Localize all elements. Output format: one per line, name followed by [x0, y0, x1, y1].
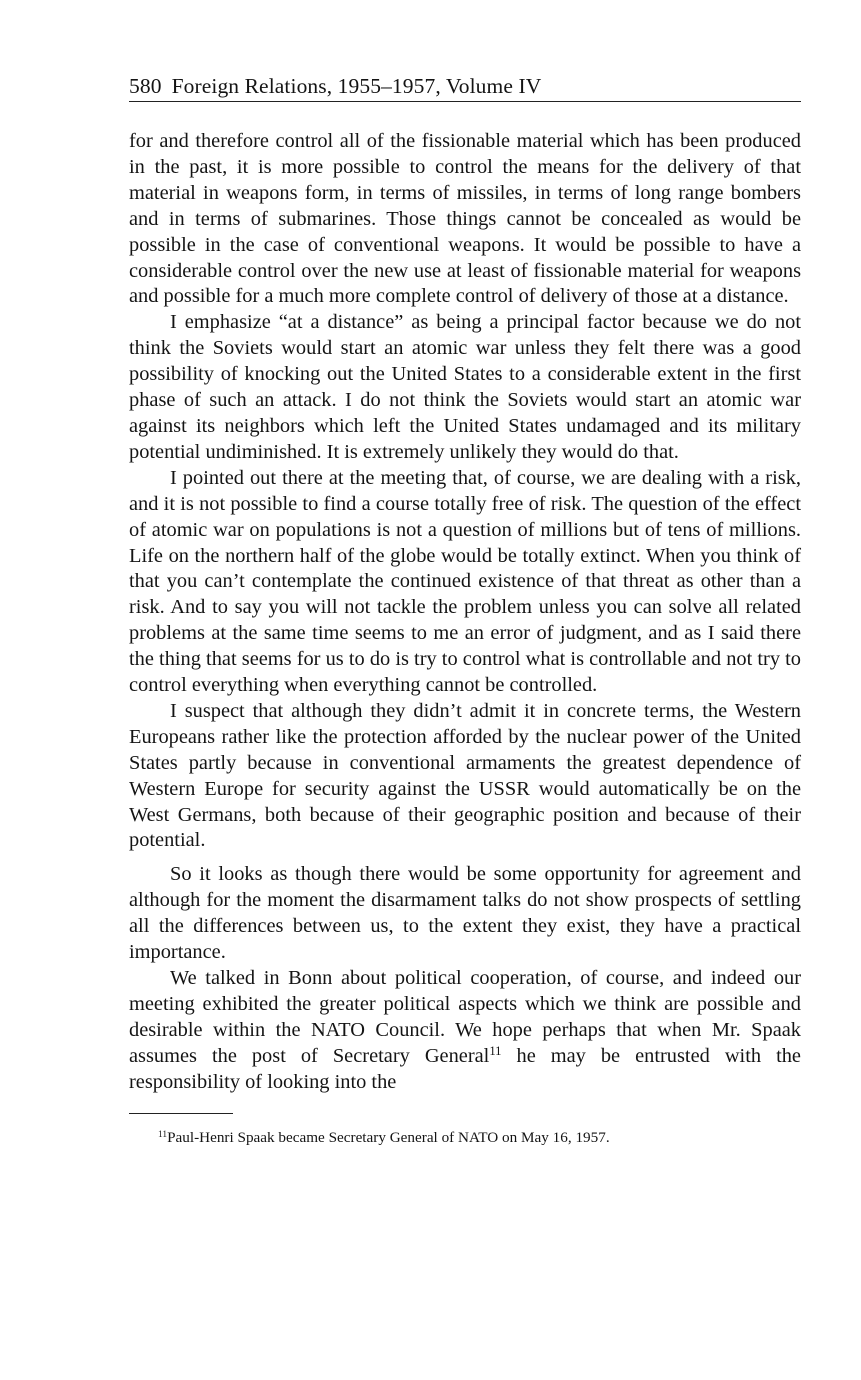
- paragraph-3: I pointed out there at the meeting that, of course, we are dealing with a risk, and it is not possible to find a course totally free of risk. The question of the effect of atomic war on populations is not a question of millions but of tens of millions. Life on the northern half of the globe would be totally extinct. When you think of that you can’t contemplate the continued existence of that threat as other than a risk. And to say you will not tackle the problem unless you can solve all related problems at the same time seems to me an error of judgment, and as I said there the thing that seems for us to do is try to control what is controllable and not try to control everything when everything cannot be controlled.: [129, 466, 801, 697]
- paragraph-2: I emphasize “at a distance” as being a principal factor because we do not think the Soviets would start an atomic war unless they felt there was a good possibility of knocking out the United States to a considerable extent in the first phase of such an attack. I do not think the Soviets would start an atomic war against its neighbors which left the United States undamaged and its military potential undiminished. It is extremely unlikely they would do that.: [129, 311, 801, 463]
- footnote-reference: 11: [489, 1043, 502, 1058]
- paragraph-6-text-a: We talked in Bonn about political cooperation, of course, and indeed our meeting exhibited the greater political aspects which we think are possible and desirable within the NATO Council. We hope perhaps that when Mr. Spaak assumes the post of Secretary General: [129, 967, 801, 1067]
- header-title: Foreign Relations, 1955–1957, Volume IV: [171, 74, 542, 98]
- body-text: [129, 129, 801, 1096]
- paragraph-6: [129, 966, 801, 1096]
- footnote-marker: 11: [158, 1129, 168, 1140]
- footnote-text: Paul-Henri Spaak became Secretary General of NATO on May 16, 1957.: [167, 1128, 610, 1146]
- paragraph-5: So it looks as though there would be some opportunity for agreement and although for the moment the disarmament talks do not show prospects of settling all the differences between us, to the extent they exist, they have a practical importance.: [129, 863, 801, 964]
- running-header: [129, 70, 801, 102]
- document-page: [129, 70, 801, 1148]
- page-number: 580: [129, 74, 162, 98]
- paragraph-4: I suspect that although they didn’t admit it in concrete terms, the Western Europeans rather like the protection afforded by the nuclear power of the United States partly because in conventional armaments the greatest dependence of Western Europe for security against the USSR would automatically be on the West Germans, both because of their geographic position and because of their potential.: [129, 699, 801, 852]
- paragraph-6-text-b: he may be entrusted with the responsibility of looking into the: [129, 1044, 801, 1093]
- footnote-divider: [129, 1113, 233, 1114]
- paragraph-1: for and therefore control all of the fissionable material which has been produced in the past, it is more possible to control the means for the delivery of that material in weapons form, in terms of missiles, in terms of long range bombers and in terms of submarines. Those things cannot be concealed as would be possible in the case of conventional weapons. It would be possible to have a considerable control over the new use at least of fissionable material for weapons and possible for a much more complete control of delivery of those at a distance.: [129, 130, 801, 308]
- footnote: [129, 1128, 801, 1148]
